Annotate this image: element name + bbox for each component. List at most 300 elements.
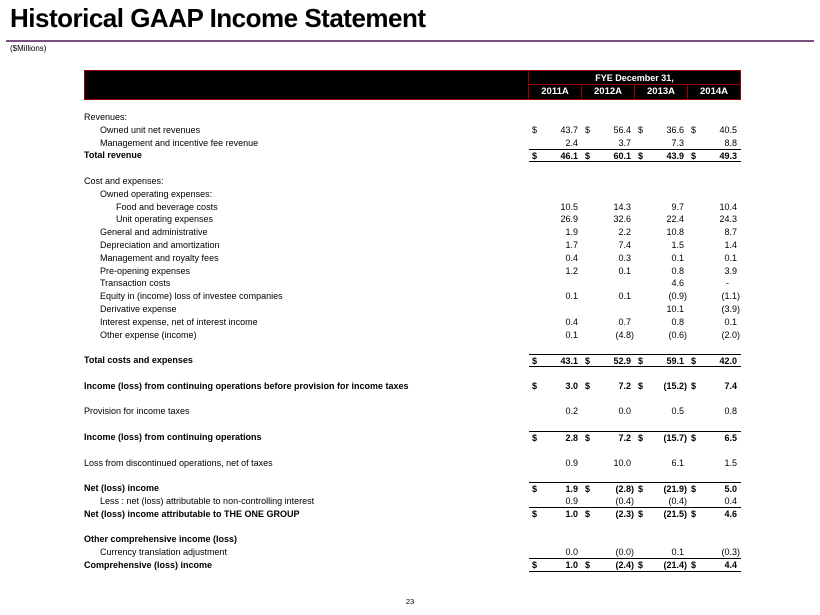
- dollar-sign: $: [691, 432, 697, 443]
- value-cell: [635, 239, 688, 252]
- value-cell: [529, 226, 582, 239]
- value-cell: [529, 559, 582, 571]
- cell-value: 0.8: [671, 316, 684, 327]
- table-row: [84, 559, 741, 572]
- value-cell: [582, 111, 635, 124]
- table-row: [84, 277, 741, 290]
- cell-value: 0.3: [618, 252, 631, 263]
- year-column-headers: [529, 85, 740, 99]
- value-cell: [688, 124, 741, 137]
- row-values: [529, 495, 741, 508]
- cell-value: [737, 175, 741, 188]
- cell-value: 43.1: [560, 356, 578, 367]
- spacer-row: [84, 444, 741, 457]
- dollar-sign: $: [691, 151, 697, 162]
- value-cell: [688, 380, 741, 393]
- cell-value: (0.0): [615, 547, 634, 558]
- row-values: [529, 111, 741, 124]
- value-cell: [688, 188, 741, 201]
- cell-value: 59.1: [666, 356, 684, 367]
- dollar-sign: $: [532, 380, 538, 391]
- row-values: [529, 482, 741, 495]
- value-cell: [635, 265, 688, 278]
- dollar-sign: $: [532, 356, 538, 367]
- row-label: General and administrative: [100, 227, 208, 238]
- cell-value: 42.0: [719, 356, 737, 367]
- cell-value: (2.0): [721, 329, 740, 340]
- value-cell: [529, 124, 582, 137]
- value-cell: [582, 277, 635, 290]
- cell-value: 43.9: [666, 151, 684, 162]
- cell-value: (21.4): [663, 559, 687, 570]
- cell-value: (0.3): [721, 547, 740, 558]
- value-cell: [582, 252, 635, 265]
- row-label: Interest expense, net of interest income: [100, 316, 258, 327]
- row-values: [529, 252, 741, 265]
- value-cell: [635, 559, 688, 571]
- table-row: [84, 354, 741, 367]
- value-cell: [529, 201, 582, 214]
- cell-value: 1.4: [724, 239, 737, 250]
- cell-value: 1.9: [565, 484, 578, 495]
- row-label: Unit operating expenses: [116, 214, 214, 225]
- cell-value: 9.7: [671, 201, 684, 212]
- cell-value: (15.7): [663, 432, 687, 443]
- cell-value: 0.8: [724, 406, 737, 417]
- row-values: [529, 546, 741, 559]
- value-cell: [582, 405, 635, 418]
- year-column-header: 2014A: [687, 85, 740, 99]
- table-row: [84, 405, 741, 418]
- value-cell: [529, 483, 582, 495]
- cell-value: 52.9: [613, 356, 631, 367]
- table-row: [84, 380, 741, 393]
- dollar-sign: $: [585, 124, 591, 135]
- header-label-spacer: [85, 71, 529, 99]
- value-cell: [582, 508, 635, 521]
- dollar-sign: $: [691, 380, 697, 391]
- row-label: Loss from discontinued operations, net of taxes: [84, 457, 273, 468]
- dollar-sign: $: [585, 380, 591, 391]
- row-label: Owned unit net revenues: [100, 124, 201, 135]
- value-cell: [529, 432, 582, 444]
- row-label: Net (loss) income attributable to THE ONE GROUP: [84, 508, 300, 519]
- page-title: Historical GAAP Income Statement: [10, 3, 426, 33]
- value-cell: [529, 175, 582, 188]
- value-cell: [688, 290, 741, 303]
- value-cell: [529, 213, 582, 226]
- cell-value: 4.6: [671, 278, 684, 289]
- value-cell: [635, 533, 688, 546]
- dollar-sign: $: [638, 559, 644, 570]
- cell-value: (2.4): [615, 559, 634, 570]
- value-cell: [582, 175, 635, 188]
- table-row: [84, 290, 741, 303]
- table-row: [84, 149, 741, 162]
- cell-value: (15.2): [663, 380, 687, 391]
- cell-value: 22.4: [666, 214, 684, 225]
- value-cell: [635, 457, 688, 470]
- table-row: [84, 508, 741, 521]
- table-row: [84, 495, 741, 508]
- row-label: Other expense (income): [100, 329, 197, 340]
- value-cell: [529, 329, 582, 342]
- row-label: Management and royalty fees: [100, 252, 219, 263]
- cell-value: 46.1: [560, 151, 578, 162]
- value-cell: [635, 201, 688, 214]
- row-label: Pre-opening expenses: [100, 265, 191, 276]
- value-cell: [582, 483, 635, 495]
- cell-value: 0.1: [671, 252, 684, 263]
- row-values: [529, 124, 741, 137]
- spacer-row: [84, 521, 741, 534]
- table-row: [84, 111, 741, 124]
- value-cell: [688, 483, 741, 495]
- value-cell: [635, 303, 688, 316]
- cell-value: 0.1: [724, 252, 737, 263]
- row-label: Total revenue: [84, 150, 142, 161]
- dollar-sign: $: [691, 484, 697, 495]
- cell-value: 2.2: [618, 227, 631, 238]
- value-cell: [582, 495, 635, 507]
- cell-value: 8.8: [724, 137, 737, 148]
- cell-value: (2.8): [615, 484, 634, 495]
- row-label: Owned operating expenses:: [100, 188, 213, 199]
- cell-value: 7.2: [618, 380, 631, 391]
- dollar-sign: $: [532, 432, 538, 443]
- dollar-sign: $: [532, 559, 538, 570]
- cell-value: (0.6): [668, 329, 687, 340]
- spacer-row: [84, 162, 741, 175]
- table-row: [84, 213, 741, 226]
- spacer-row: [84, 341, 741, 354]
- value-cell: [688, 201, 741, 214]
- dollar-sign: $: [585, 151, 591, 162]
- dollar-sign: $: [638, 432, 644, 443]
- cell-value: 8.7: [724, 227, 737, 238]
- header-years-group: [529, 71, 740, 99]
- row-label: Comprehensive (loss) income: [84, 559, 213, 570]
- cell-value: 0.1: [724, 316, 737, 327]
- row-values: [529, 329, 741, 342]
- value-cell: [688, 546, 741, 558]
- title-underline: [6, 40, 814, 42]
- value-cell: [529, 239, 582, 252]
- cell-value: 0.1: [565, 291, 578, 302]
- cell-value: 0.9: [565, 495, 578, 506]
- cell-value: 1.9: [565, 227, 578, 238]
- value-cell: [529, 533, 582, 546]
- cell-value: 43.7: [560, 124, 578, 135]
- value-cell: [582, 329, 635, 342]
- cell-value: 60.1: [613, 151, 631, 162]
- value-cell: [635, 380, 688, 393]
- value-cell: [688, 432, 741, 444]
- value-cell: [529, 277, 582, 290]
- cell-value: 2.4: [565, 137, 578, 148]
- cell-value: 10.8: [666, 227, 684, 238]
- row-label: Food and beverage costs: [116, 201, 218, 212]
- spacer-row: [84, 469, 741, 482]
- table-row: [84, 226, 741, 239]
- value-cell: [582, 201, 635, 214]
- value-cell: [529, 265, 582, 278]
- value-cell: [688, 316, 741, 329]
- value-cell: [688, 239, 741, 252]
- value-cell: [688, 303, 741, 316]
- value-cell: [582, 188, 635, 201]
- cell-value: 10.1: [666, 303, 684, 314]
- value-cell: [529, 316, 582, 329]
- column-group-header: FYE December 31,: [529, 71, 740, 85]
- cell-value: 0.1: [565, 329, 578, 340]
- value-cell: [688, 508, 741, 521]
- value-cell: [688, 111, 741, 124]
- dollar-sign: $: [532, 124, 538, 135]
- value-cell: [635, 188, 688, 201]
- units-label: ($Millions): [10, 44, 47, 53]
- row-label: Total costs and expenses: [84, 355, 193, 366]
- cell-value: 10.5: [560, 201, 578, 212]
- row-label: Cost and expenses:: [84, 175, 164, 186]
- dollar-sign: $: [691, 356, 697, 367]
- row-values: [529, 201, 741, 214]
- cell-value: 10.0: [613, 457, 631, 468]
- table-row: [84, 188, 741, 201]
- cell-value: 7.3: [671, 137, 684, 148]
- row-values: [529, 265, 741, 278]
- value-cell: [582, 457, 635, 470]
- dollar-sign: $: [532, 151, 538, 162]
- dollar-sign: $: [585, 559, 591, 570]
- cell-value: 0.9: [565, 457, 578, 468]
- value-cell: [635, 226, 688, 239]
- cell-value: (21.5): [663, 508, 687, 519]
- value-cell: [582, 150, 635, 161]
- value-cell: [688, 252, 741, 265]
- row-values: [529, 188, 741, 201]
- value-cell: [635, 508, 688, 521]
- cell-value: (1.1): [721, 291, 740, 302]
- page-number: 23: [405, 597, 415, 606]
- cell-value: (0.4): [615, 495, 634, 506]
- value-cell: [529, 355, 582, 366]
- row-values: [529, 137, 741, 150]
- value-cell: [688, 495, 741, 507]
- dollar-sign: $: [691, 508, 697, 519]
- cell-value: 4.6: [724, 508, 737, 519]
- value-cell: [529, 150, 582, 161]
- value-cell: [582, 533, 635, 546]
- cell-value: 1.0: [565, 508, 578, 519]
- cell-value: 0.0: [618, 406, 631, 417]
- cell-value: 0.2: [565, 406, 578, 417]
- cell-value: 2.8: [565, 432, 578, 443]
- value-cell: [635, 252, 688, 265]
- dollar-sign: $: [638, 151, 644, 162]
- row-values: [529, 277, 741, 290]
- value-cell: [635, 355, 688, 366]
- cell-value: 1.0: [565, 559, 578, 570]
- row-label: Revenues:: [84, 112, 128, 122]
- value-cell: [582, 265, 635, 278]
- cell-value: 1.2: [565, 265, 578, 276]
- cell-value: 7.2: [618, 432, 631, 443]
- cell-value: 7.4: [724, 380, 737, 391]
- cell-value: 26.9: [560, 214, 578, 225]
- value-cell: [635, 137, 688, 150]
- value-cell: [529, 457, 582, 470]
- row-label: Income (loss) from continuing operations: [84, 431, 262, 442]
- cell-value: 56.4: [613, 124, 631, 135]
- value-cell: [582, 432, 635, 444]
- value-cell: [688, 213, 741, 226]
- value-cell: [688, 137, 741, 150]
- dollar-sign: $: [585, 484, 591, 495]
- cell-value: (21.9): [663, 484, 687, 495]
- row-values: [529, 533, 741, 546]
- spacer-row: [84, 367, 741, 380]
- dollar-sign: $: [638, 356, 644, 367]
- cell-value: 0.5: [671, 406, 684, 417]
- dollar-sign: $: [638, 484, 644, 495]
- row-values: [529, 149, 741, 162]
- value-cell: [529, 188, 582, 201]
- cell-value: [737, 533, 741, 546]
- cell-value: 0.4: [565, 316, 578, 327]
- cell-value: [737, 188, 741, 201]
- table-row: [84, 533, 741, 546]
- value-cell: [688, 265, 741, 278]
- cell-value: 1.5: [724, 457, 737, 468]
- value-cell: [635, 405, 688, 418]
- value-cell: [529, 508, 582, 521]
- cell-value: 49.3: [719, 151, 737, 162]
- year-column-header: 2013A: [634, 85, 687, 99]
- value-cell: [582, 124, 635, 137]
- value-cell: [582, 226, 635, 239]
- value-cell: [635, 546, 688, 558]
- row-values: [529, 213, 741, 226]
- value-cell: [529, 252, 582, 265]
- value-cell: [582, 239, 635, 252]
- row-values: [529, 431, 741, 444]
- cell-value: 3.0: [565, 380, 578, 391]
- row-values: [529, 405, 741, 418]
- cell-value: 0.4: [724, 495, 737, 506]
- value-cell: [635, 432, 688, 444]
- table-row: [84, 482, 741, 495]
- dollar-sign: $: [638, 508, 644, 519]
- value-cell: [635, 213, 688, 226]
- cell-value: 0.1: [618, 265, 631, 276]
- cell-value: [737, 111, 741, 124]
- row-values: [529, 290, 741, 303]
- row-label: Provision for income taxes: [84, 406, 190, 417]
- value-cell: [688, 559, 741, 571]
- row-values: [529, 380, 741, 393]
- row-label: Less : net (loss) attributable to non-controlling interest: [100, 495, 315, 506]
- value-cell: [635, 111, 688, 124]
- value-cell: [529, 405, 582, 418]
- table-header: [84, 70, 741, 100]
- value-cell: [582, 303, 635, 316]
- value-cell: [529, 380, 582, 393]
- spacer-row: [84, 418, 741, 431]
- table-row: [84, 316, 741, 329]
- value-cell: [688, 457, 741, 470]
- value-cell: [582, 546, 635, 558]
- table-row: [84, 239, 741, 252]
- value-cell: [582, 380, 635, 393]
- cell-value: 0.4: [565, 252, 578, 263]
- cell-value: 4.4: [724, 559, 737, 570]
- cell-value: (3.9): [721, 303, 740, 314]
- dollar-sign: $: [532, 484, 538, 495]
- row-label: Other comprehensive income (loss): [84, 534, 238, 545]
- cell-value: (0.4): [668, 495, 687, 506]
- cell-value: 0.0: [565, 547, 578, 558]
- row-values: [529, 316, 741, 329]
- table-row: [84, 124, 741, 137]
- table-row: [84, 265, 741, 278]
- cell-value: 5.0: [724, 484, 737, 495]
- cell-value: -: [726, 278, 729, 289]
- dollar-sign: $: [691, 559, 697, 570]
- value-cell: [529, 137, 582, 150]
- cell-value: 0.1: [618, 291, 631, 302]
- value-cell: [635, 329, 688, 342]
- dollar-sign: $: [638, 124, 644, 135]
- dollar-sign: $: [585, 508, 591, 519]
- value-cell: [529, 495, 582, 507]
- income-statement-table: [84, 70, 741, 572]
- cell-value: 1.5: [671, 239, 684, 250]
- table-row: [84, 252, 741, 265]
- spacer-row: [84, 393, 741, 406]
- cell-value: 0.7: [618, 316, 631, 327]
- row-label: Transaction costs: [100, 278, 171, 289]
- row-label: Currency translation adjustment: [100, 547, 228, 558]
- row-values: [529, 508, 741, 521]
- dollar-sign: $: [532, 508, 538, 519]
- row-label: Management and incentive fee revenue: [100, 137, 259, 148]
- value-cell: [582, 316, 635, 329]
- table-row: [84, 329, 741, 342]
- cell-value: 6.5: [724, 432, 737, 443]
- cell-value: 10.4: [719, 201, 737, 212]
- cell-value: 14.3: [613, 201, 631, 212]
- year-column-header: 2011A: [541, 86, 569, 97]
- row-values: [529, 354, 741, 367]
- cell-value: 32.6: [613, 214, 631, 225]
- dollar-sign: $: [691, 124, 697, 135]
- value-cell: [635, 124, 688, 137]
- year-column-header: 2012A: [581, 85, 634, 99]
- value-cell: [688, 533, 741, 546]
- value-cell: [688, 226, 741, 239]
- row-values: [529, 239, 741, 252]
- value-cell: [688, 150, 741, 161]
- cell-value: 3.7: [618, 137, 631, 148]
- dollar-sign: $: [585, 432, 591, 443]
- row-label: Equity in (income) loss of investee companies: [100, 291, 283, 302]
- value-cell: [688, 329, 741, 342]
- value-cell: [582, 559, 635, 571]
- value-cell: [635, 277, 688, 290]
- value-cell: [529, 303, 582, 316]
- cell-value: (0.9): [668, 291, 687, 302]
